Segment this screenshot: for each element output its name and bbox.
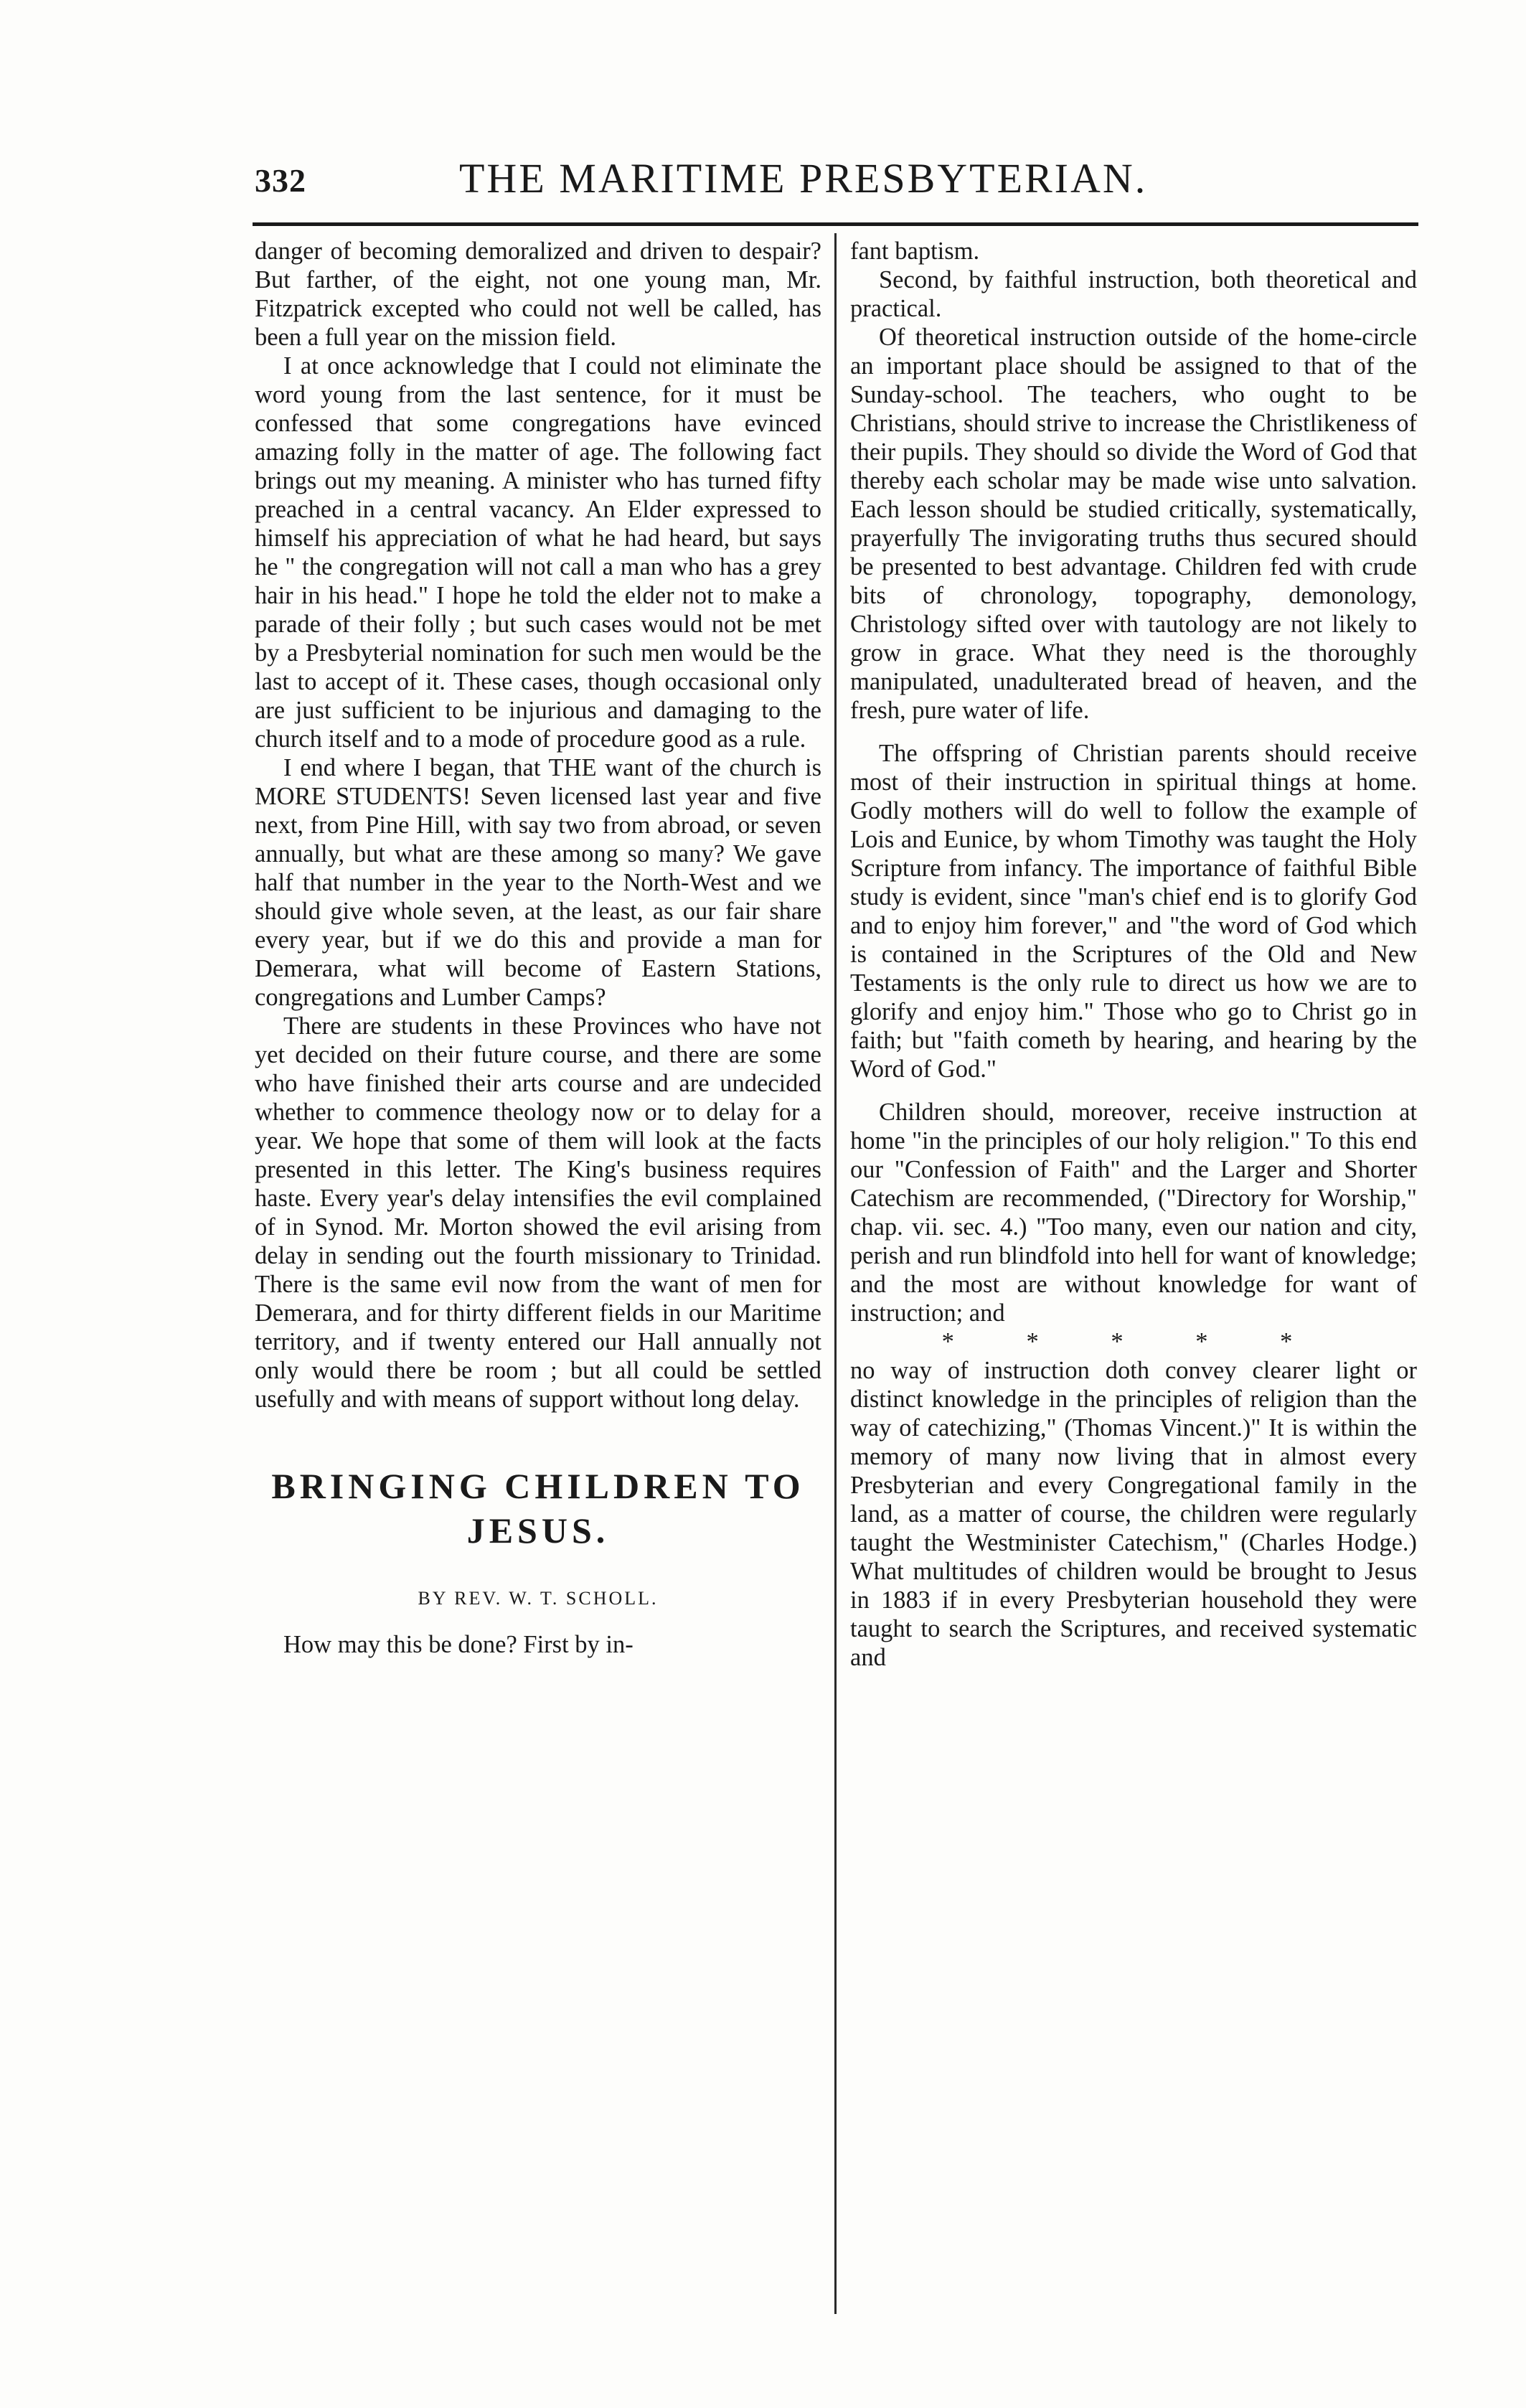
paragraph: The offspring of Christian parents should receive most of their instruction in spiritual things at home. Godly mothers will do well to follow the example of Lois and Eunice, by whom Timothy was taught the Holy Scripture from infancy. The importance of faithful Bible study is evident, since "man's chief end is to glorify God and to enjoy him forever," and "the word of God which is contained in the Scriptures of the Old and New Testaments is the only rule to direct us how we are to glorify and enjoy him." Those who go to Christ go in faith; but "faith cometh by hearing, and hearing by the Word of God." — [850, 740, 1417, 1083]
article-heading — [255, 1464, 821, 1553]
paragraph: There are students in these Provinces who have not yet decided on their future course, and there are some who have finished their arts course and are undecided whether to commence theology now or to delay for a year. We hope that some of them will look at the facts presented in this letter. The King's business requires haste. Every year's delay intensifies the evil complained of in Synod. Mr. Morton showed the evil arising from delay in sending out the fourth missionary to Trinidad. There is the same evil now from the want of men for Demerara, and for thirty different fields in our Maritime territory, and if twenty entered our Hall annually not only would there be room ; but all could be settled usefully and with means of support without long delay. — [255, 1012, 821, 1413]
paragraph: I at once acknowledge that I could not eliminate the word young from the last sentence, for it must be confessed that some congregations have evinced amazing folly in the matter of age. The following fact brings out my meaning. A minister who has turned fifty preached in a central vacancy. An Elder expressed to himself his appreciation of what he had heard, but says he " the congregation will not call a man who has a grey hair in his head." I hope he told the elder not to make a parade of their folly ; but such cases would not be met by a Presbyterial nomination for such men would be the last to accept of it. These cases, though occasional only are just sufficient to be injurious and damaging to the church itself and to a mode of procedure good as a rule. — [255, 352, 821, 753]
running-head-title: THE MARITIME PRESBYTERIAN. — [459, 155, 1148, 202]
paragraph: Of theoretical instruction outside of the home-circle an important place should be assigned to that of the Sunday-school. The teachers, who ought to be Christians, should strive to increase the Christlikeness of their pupils. They should so divide the Word of God that thereby each scholar may be made wise unto salvation. Each lesson should be studied critically, systematically, prayerfully The invigorating truths thus secured should be presented to best advantage. Children fed with crude bits of chronology, topography, demonology, Christology sifted over with tautology are not likely to grow in grace. What they need is the thoroughly manipulated, unadulterated bread of heaven, and the fresh, pure water of life. — [850, 324, 1417, 724]
header-rule — [253, 222, 1418, 226]
article-heading-line: BRINGING CHILDREN TO — [271, 1466, 805, 1506]
left-column — [255, 237, 821, 1659]
paragraph: Second, by faithful instruction, both theoretical and practical. — [850, 266, 1417, 322]
article-byline: BY REV. W. T. SCHOLL. — [418, 1588, 659, 1609]
ellipsis-stars — [850, 1327, 1417, 1356]
paragraph: I end where I began, that THE want of the church is MORE STUDENTS! Seven licensed last year and five next, from Pine Hill, with say two from abroad, or seven annually, but what are these among so many? We gave half that number in the year to the North-West and we should give whole seven, at the least, as our fair share every year, but if we do this and provide a man for Demerara, what will become of Eastern Stations, congregations and Lumber Camps? — [255, 754, 821, 1011]
paragraph: danger of becoming demoralized and driven to despair? But farther, of the eight, not one young man, Mr. Fitzpatrick excepted who could not well be called, has been a full year on the mission field. — [255, 237, 821, 351]
article-heading-line: JESUS. — [466, 1510, 610, 1551]
stars-separator: * * * * * — [941, 1328, 1326, 1355]
paragraph: Children should, moreover, receive instruction at home "in the principles of our holy religion." To this end our "Confession of Faith" and the Larger and Shorter Catechism are recommended, ("Directory for Worship," chap. vii. sec. 4.) "Too many, even our nation and city, perish and run blindfold into hell for want of knowledge; and the most are without knowledge for want of instruction; and — [850, 1099, 1417, 1327]
paragraph: fant baptism. — [850, 237, 980, 265]
paragraph: How may this be done? First by in- — [283, 1631, 634, 1658]
right-column — [850, 237, 1417, 1672]
paragraph: no way of instruction doth convey clearer light or distinct knowledge in the principles of religion than the way of catechizing," (Thomas Vincent.)" It is within the memory of many now living that in almost every Presbyterian and every Congregational family in the land, as a matter of course, the children were regularly taught the Westminister Catechism," (Charles Hodge.) What multitudes of children would be brought to Jesus in 1883 if in every Presbyterian household they were taught to search the Scriptures, and received systematic and — [850, 1357, 1417, 1671]
page-number: 332 — [255, 162, 306, 199]
column-divider — [834, 233, 837, 2314]
